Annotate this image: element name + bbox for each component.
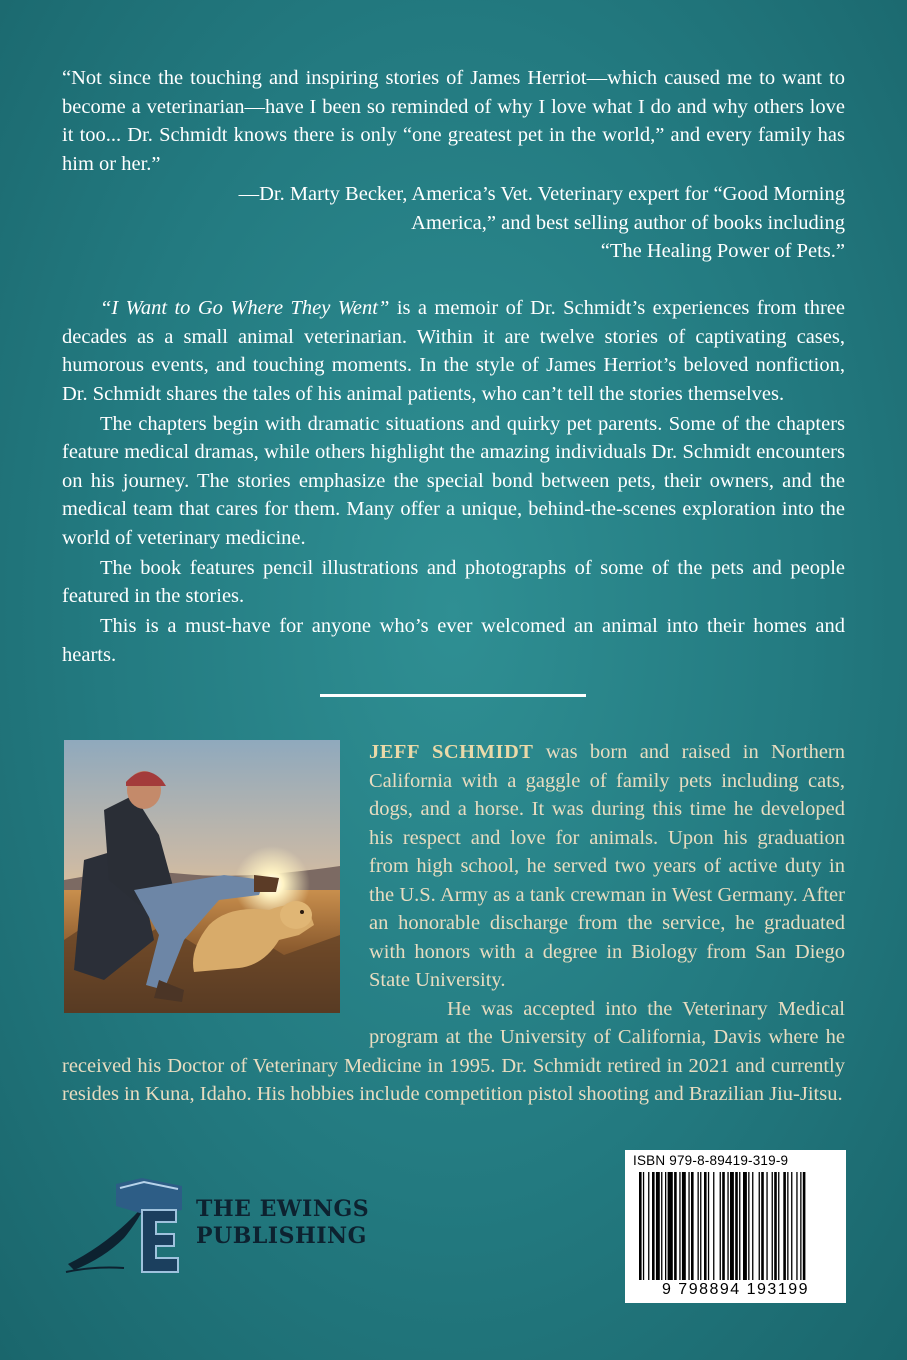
barcode-bar: [674, 1172, 677, 1280]
barcode-bar: [791, 1172, 792, 1280]
publisher-name: [196, 1196, 369, 1250]
barcode-bar: [722, 1172, 725, 1280]
description-paragraph-1: [62, 294, 845, 408]
attribution-line-3: “The Healing Power of Pets.”: [600, 240, 845, 262]
barcode-bar: [774, 1172, 777, 1280]
description-paragraph-2: The chapters begin with dramatic situations and quirky pet parents. Some of the chapters feature medical dramas, while others highlight the amazing individuals Dr. Schmidt encounters on his journey. The stories emphasize the special bond between pets, their owners, and the medical team that cares for them. Many offer a unique, behind-the-scenes exploration into the world of veterinary medicine.: [62, 412, 845, 549]
attribution-line-1: —Dr. Marty Becker, America’s Vet. Veterinary expert for “Good Morning: [238, 183, 845, 205]
barcode-bar: [713, 1172, 714, 1280]
barcode-bar: [720, 1172, 721, 1280]
barcode-bar: [735, 1172, 738, 1280]
barcode-bar: [787, 1172, 788, 1280]
book-title: “I Want to Go Where They Went”: [100, 297, 390, 319]
quote-attribution: [170, 180, 845, 266]
barcode-bar: [761, 1172, 764, 1280]
section-divider: [320, 694, 586, 697]
barcode-bar: [643, 1172, 644, 1280]
barcode-bar: [656, 1172, 660, 1280]
attribution-line-2: America,” and best selling author of books including: [411, 211, 845, 234]
barcode-bar: [727, 1172, 728, 1280]
quote-text: “Not since the touching and inspiring stories of James Herriot—which caused me to want to become a veterinarian—have I been so reminded of why I love what I do and why others love it too... Dr. Schmidt knows there is only “one greatest pet in the world,” and every family has him or her.”: [62, 67, 845, 175]
barcode-bar: [708, 1172, 709, 1280]
barcode-bar: [796, 1172, 797, 1280]
barcode-bar: [698, 1172, 699, 1280]
barcode-bar: [748, 1172, 749, 1280]
barcode-bar: [661, 1172, 662, 1280]
barcode-bar: [739, 1172, 740, 1280]
barcode-bar: [778, 1172, 779, 1280]
barcode-bar: [639, 1172, 642, 1280]
barcode-bars: [625, 1170, 846, 1282]
letter-e-icon: [142, 1210, 178, 1272]
barcode-bar: [652, 1172, 655, 1280]
bio-paragraph-1-text: was born and raised in Northern California with a gaggle of family pets including cats, dogs, and a horse. It was during this time he developed his respect and love for animals. Upon his graduation from high school, he served two years of active duty in the U.S. Army as a tank crewman in West Germany. After an honorable discharge from the service, he graduated with honors with a degree in Biology from San Diego State University.: [369, 741, 845, 991]
publisher-name-line-1: THE EWINGS: [196, 1196, 370, 1222]
barcode-bar: [766, 1172, 767, 1280]
author-bio: [62, 738, 845, 1109]
description-paragraph-1-text: is a memoir of Dr. Schmidt’s experiences from three decades as a small animal veterinarian. Within it are twelve stories of captivating cases, humorous events, and touching moments. In the style of James Herriot’s beloved nonfiction, Dr. Schmidt shares the tales of his animal patients, who can’t tell the stories themselves.: [62, 297, 845, 405]
barcode-bar: [648, 1172, 649, 1280]
isbn-label: ISBN 979-8-89419-319-9: [633, 1153, 789, 1168]
barcode-bar: [700, 1172, 701, 1280]
barcode-bar: [704, 1172, 707, 1280]
barcode-bar: [772, 1172, 773, 1280]
endorsement-quote: [62, 64, 845, 178]
isbn-barcode: [625, 1150, 846, 1303]
barcode-bar: [730, 1172, 734, 1280]
barcode-bar: [752, 1172, 753, 1280]
barcode-bar: [665, 1172, 666, 1280]
description-paragraph-3: The book features pencil illustrations and photographs of some of the pets and people featured in the stories.: [62, 556, 845, 607]
barcode-bar: [682, 1172, 686, 1280]
barcode-bar: [743, 1172, 747, 1280]
photo-float-spacer: [62, 738, 369, 1024]
barcode-bar: [688, 1172, 689, 1280]
barcode-bar: [800, 1172, 801, 1280]
publisher-name-line-2: PUBLISHING: [196, 1223, 367, 1249]
barcode-bar: [679, 1172, 680, 1280]
description-paragraph-4: This is a must-have for anyone who’s ever welcomed an animal into their homes and hearts.: [62, 615, 845, 666]
barcode-bar: [668, 1172, 673, 1280]
bio-paragraph-2: He was accepted into the Veterinary Medical program at the University of California, Davis where he received his Doctor of Veterinary Medicine in 1995. Dr. Schmidt retired in 2021 and currently resides in Kuna, Idaho. His hobbies include competition pistol shooting and Brazilian Jiu-Jitsu.: [62, 997, 845, 1105]
barcode-bar: [803, 1172, 806, 1280]
barcode-bar: [783, 1172, 786, 1280]
barcode-number: 9 798894 193199: [661, 1281, 810, 1298]
barcode-bar: [759, 1172, 760, 1280]
barcode-bar: [691, 1172, 694, 1280]
author-name: JEFF SCHMIDT: [369, 741, 534, 763]
book-description: [62, 294, 845, 671]
